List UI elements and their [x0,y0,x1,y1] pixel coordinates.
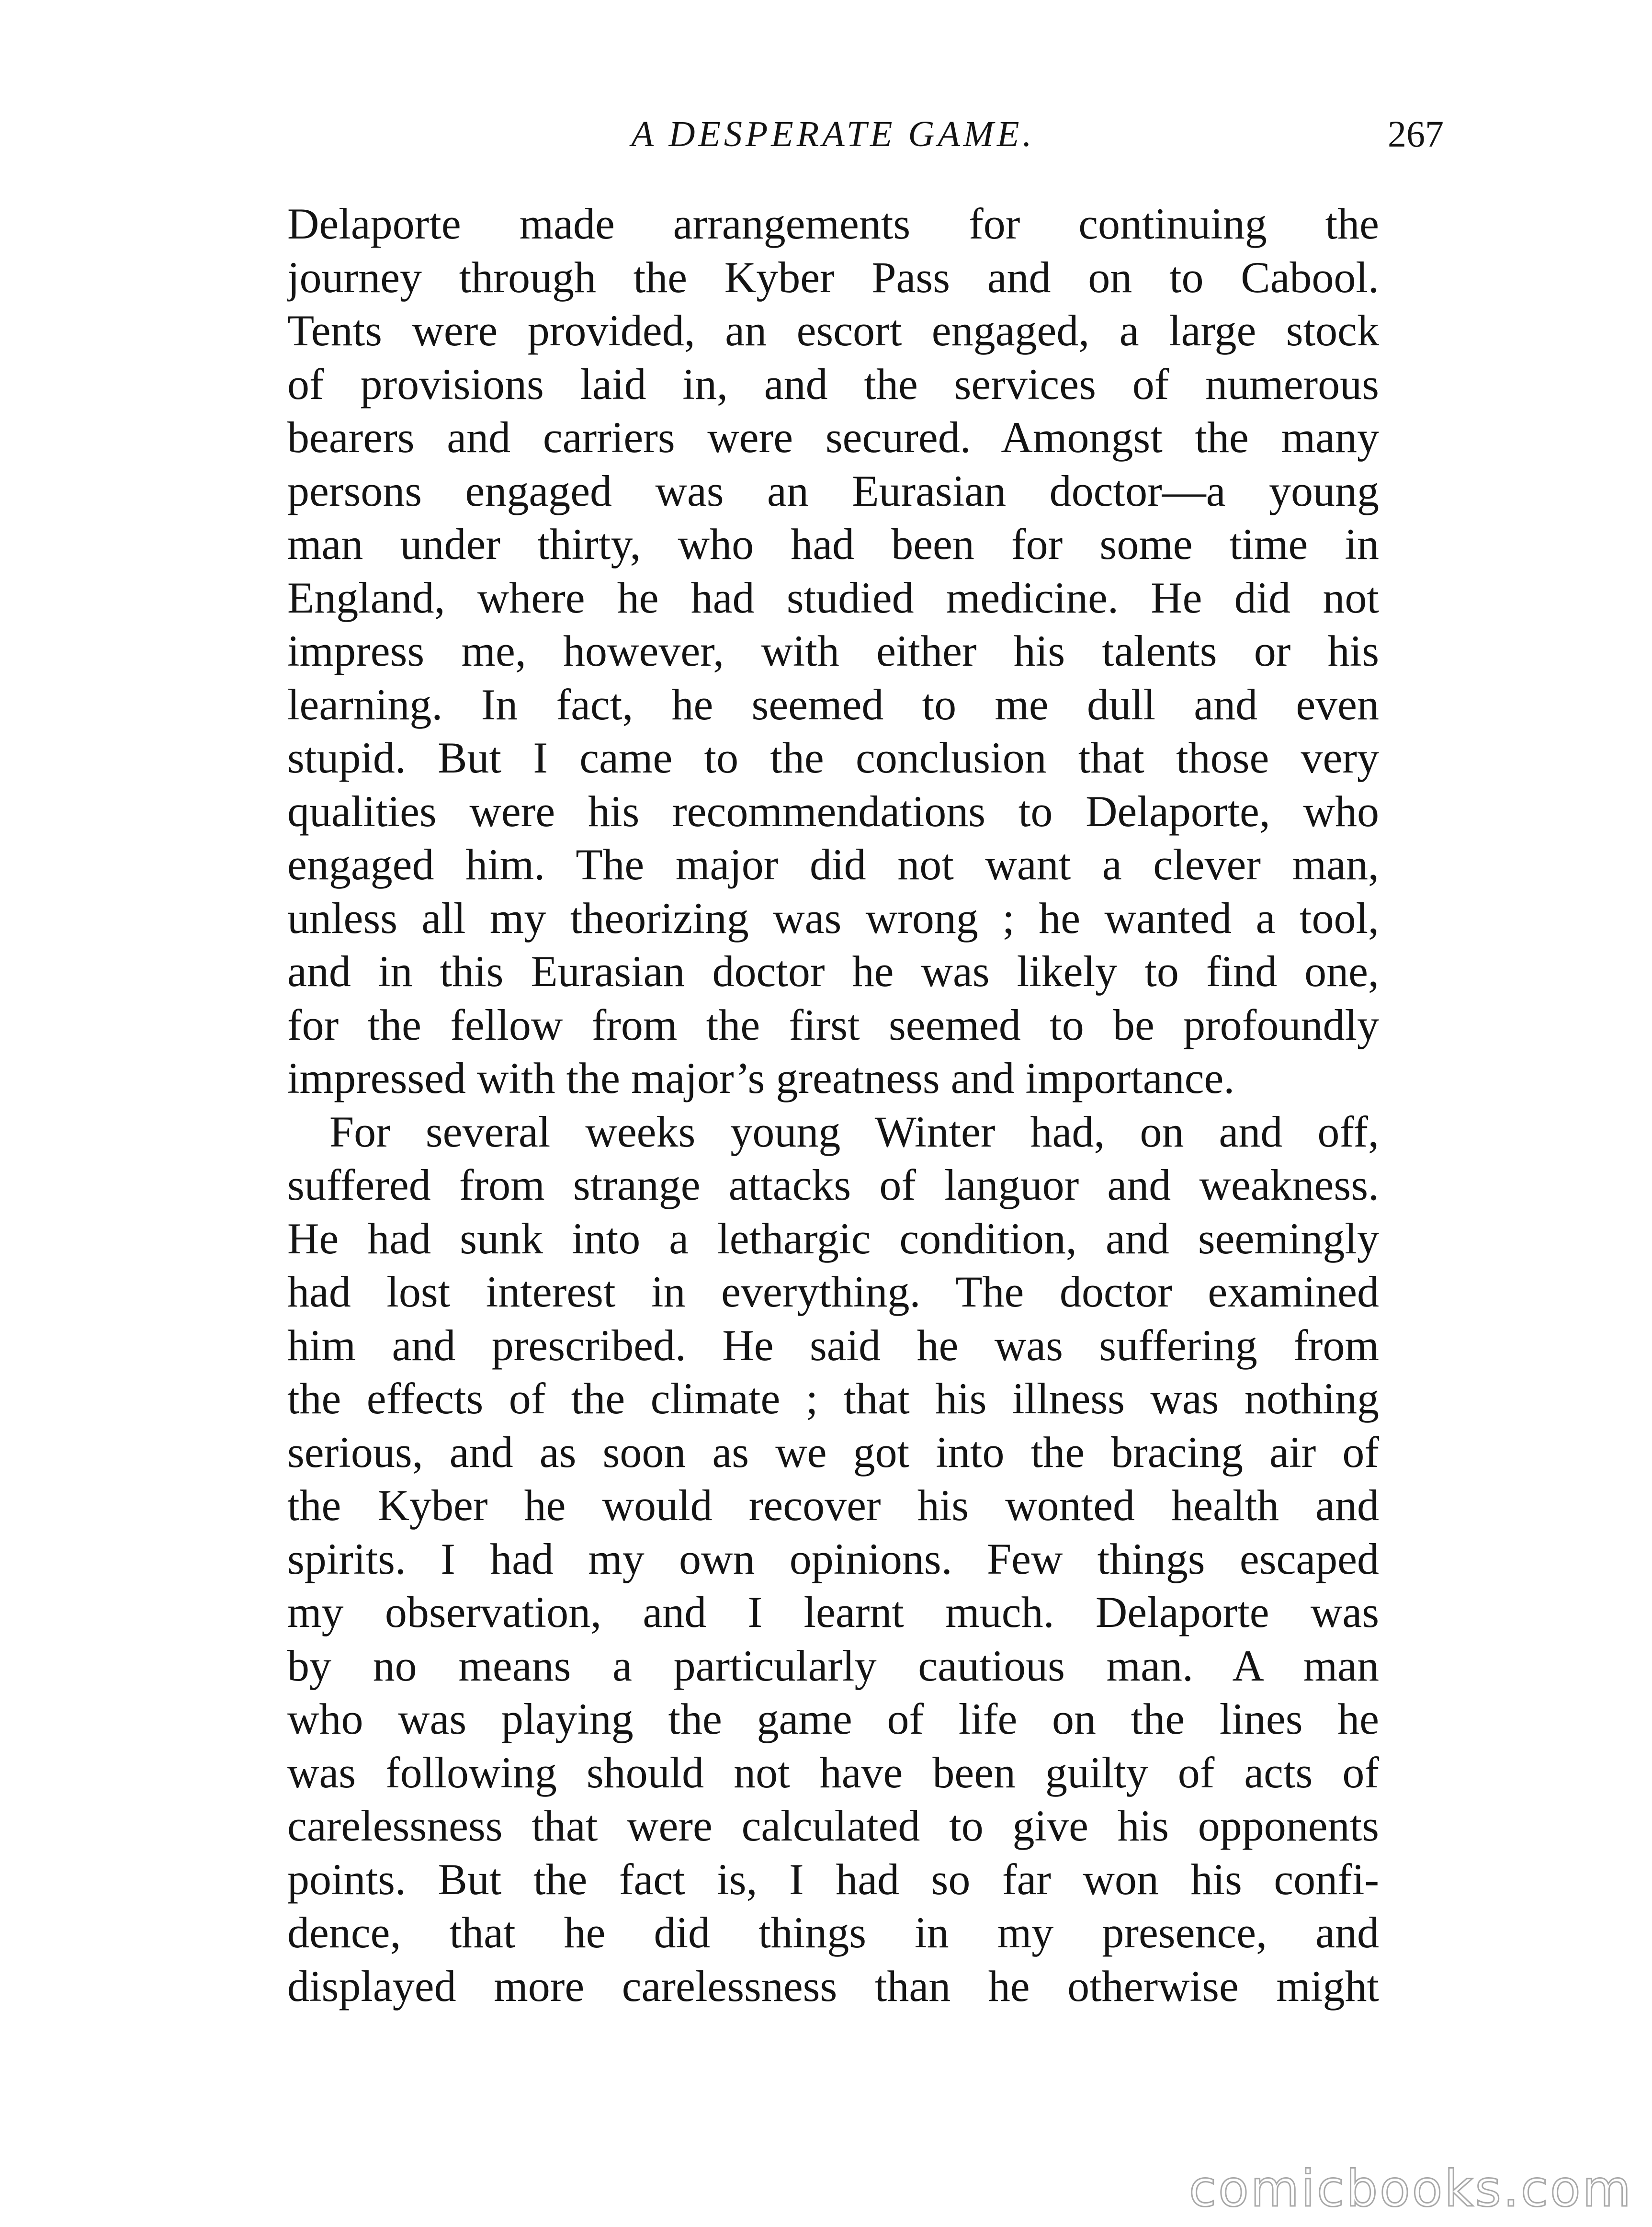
text-line: my observation, and I learnt much. Delaporte was [287,1588,1379,1636]
text-line: the effects of the climate ; that his illness was nothing [287,1374,1379,1423]
text-line: unless all my theorizing was wrong ; he wanted a tool, [287,893,1379,943]
page-number: 267 [1388,113,1444,155]
text-line: man under thirty, who had been for some time in [287,520,1379,568]
text-line: him and prescribed. He said he was suffering from [287,1320,1379,1370]
text-line: He had sunk into a lethargic condition, and seemingly [287,1214,1379,1263]
text-line: impressed with the major’s greatness and importance. [287,1054,1235,1102]
text-line: persons engaged was an Eurasian doctor—a young [287,466,1379,515]
text-line: journey through the Kyber Pass and on to Cabool. [287,252,1379,302]
text-line: learning. In fact, he seemed to me dull and even [287,680,1379,729]
text-line: displayed more carelessness than he otherwise might [287,1961,1379,2011]
text-line: was following should not have been guilty of acts of [287,1748,1379,1797]
running-head [287,108,1444,165]
text-line: Delaporte made arrangements for continuing the [287,199,1379,248]
text-line: impress me, however, with either his talents or his [287,626,1379,675]
text-line: for the fellow from the first seemed to be profoundly [287,1000,1379,1049]
body-text [287,197,1379,2013]
text-line: suffered from strange attacks of languor and weakness. [287,1160,1379,1209]
text-line: dence, that he did things in my presence, and [287,1908,1379,1957]
text-line: who was playing the game of life on the lines he [287,1694,1379,1743]
watermark: comicbooks.com [1188,2159,1633,2218]
text-line: by no means a particularly cautious man. A man [287,1641,1379,1690]
text-line: bearers and carriers were secured. Amongst the many [287,413,1379,462]
text-line: carelessness that were calculated to give his opponents [287,1801,1379,1850]
text-line: engaged him. The major did not want a clever man, [287,840,1379,889]
paragraph-first-line: For several weeks young Winter had, on and off, [329,1107,1379,1156]
text-line: Tents were provided, an escort engaged, a large stock [287,306,1379,355]
text-line: qualities were his recommendations to Delaporte, who [287,786,1379,836]
text-line: spirits. I had my own opinions. Few things escaped [287,1534,1379,1583]
text-line: points. But the fact is, I had so far won his confi- [287,1854,1379,1904]
text-line: and in this Eurasian doctor he was likely to find one, [287,947,1379,996]
text-line: stupid. But I came to the conclusion that those very [287,733,1379,782]
running-title: A DESPERATE GAME. [631,114,1035,154]
text-line: serious, and as soon as we got into the bracing air of [287,1427,1379,1477]
text-line: of provisions laid in, and the services of numerous [287,359,1379,409]
text-line: the Kyber he would recover his wonted health and [287,1481,1379,1530]
text-line: had lost interest in everything. The doctor examined [287,1267,1379,1316]
text-line: England, where he had studied medicine. He did not [287,573,1379,622]
